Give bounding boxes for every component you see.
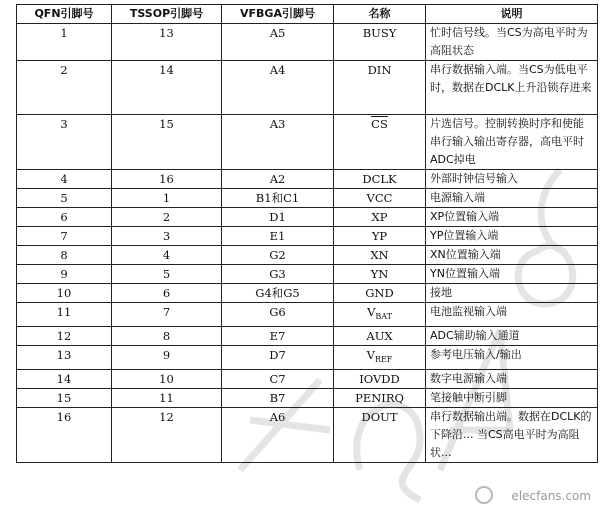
pin-name: [334, 115, 426, 170]
pin-description: YN位置输入端: [426, 265, 598, 284]
pin-vfbga: G3: [222, 265, 334, 284]
header-tssop: TSSOP引脚号: [112, 5, 222, 24]
pin-name: [334, 189, 426, 208]
pin-name: [334, 389, 426, 408]
table-row: [17, 115, 598, 170]
pin-name-text: XP: [371, 210, 388, 224]
pin-name: [334, 208, 426, 227]
pin-tssop: 8: [112, 327, 222, 346]
pin-vfbga: D1: [222, 208, 334, 227]
pin-tssop: 11: [112, 389, 222, 408]
pin-qfn: 4: [17, 170, 112, 189]
header-description: 说明: [426, 5, 598, 24]
pin-vfbga: D7: [222, 346, 334, 370]
pin-tssop: 12: [112, 408, 222, 463]
pin-name-text: YP: [371, 229, 388, 243]
pin-name-text: PENIRQ: [355, 391, 404, 405]
pin-qfn: 6: [17, 208, 112, 227]
pin-description: XP位置输入端: [426, 208, 598, 227]
table-row: [17, 61, 598, 115]
pin-name: [334, 370, 426, 389]
header-name: 名称: [334, 5, 426, 24]
pin-vfbga: G2: [222, 246, 334, 265]
table-row: [17, 170, 598, 189]
pin-description: 忙时信号线。当CS为高电平时为高阻状态: [426, 24, 598, 61]
pin-qfn: 15: [17, 389, 112, 408]
table-row: [17, 284, 598, 303]
pin-name-text: V: [366, 348, 375, 362]
pin-vfbga: B7: [222, 389, 334, 408]
pin-qfn: 1: [17, 24, 112, 61]
pin-name-subscript: BAT: [375, 312, 392, 321]
pin-description: YP位置输入端: [426, 227, 598, 246]
table-row: [17, 346, 598, 370]
pin-tssop: 14: [112, 61, 222, 115]
pin-qfn: 7: [17, 227, 112, 246]
table-body: [17, 24, 598, 463]
pin-vfbga: G6: [222, 303, 334, 327]
watermark-url: elecfans.com: [511, 489, 591, 503]
pin-name-text: VCC: [366, 191, 393, 205]
pin-tssop: 5: [112, 265, 222, 284]
pin-qfn: 2: [17, 61, 112, 115]
pin-description: 外部时钟信号输入: [426, 170, 598, 189]
table-row: [17, 303, 598, 327]
pin-tssop: 9: [112, 346, 222, 370]
pin-vfbga: A5: [222, 24, 334, 61]
pin-tssop: 15: [112, 115, 222, 170]
pin-qfn: 14: [17, 370, 112, 389]
table-row: [17, 24, 598, 61]
pin-name: [334, 284, 426, 303]
pin-name: [334, 170, 426, 189]
header-vfbga: VFBGA引脚号: [222, 5, 334, 24]
pin-name-text: YN: [370, 267, 389, 281]
pin-name: [334, 61, 426, 115]
pin-qfn: 16: [17, 408, 112, 463]
pin-description: 电池监视输入端: [426, 303, 598, 327]
pin-vfbga: G4和G5: [222, 284, 334, 303]
pin-vfbga: A2: [222, 170, 334, 189]
pin-name-text: DOUT: [361, 410, 398, 424]
pin-tssop: 3: [112, 227, 222, 246]
pin-name: [334, 227, 426, 246]
table-row: [17, 189, 598, 208]
pin-name: [334, 24, 426, 61]
pin-tssop: 2: [112, 208, 222, 227]
pin-description: 串行数据输出端。数据在DCLK的下降沿... 当CS高电平时为高阻状...: [426, 408, 598, 463]
pin-name-text: BUSY: [362, 26, 397, 40]
table-row: [17, 327, 598, 346]
pin-qfn: 11: [17, 303, 112, 327]
pin-description: 串行数据输入端。当CS为低电平时，数据在DCLK上升沿锁存进来: [426, 61, 598, 115]
pin-qfn: 8: [17, 246, 112, 265]
pin-tssop: 13: [112, 24, 222, 61]
pin-tssop: 6: [112, 284, 222, 303]
watermark-logo-icon: [475, 486, 493, 504]
table-row: [17, 408, 598, 463]
pin-name: [334, 265, 426, 284]
pin-tssop: 1: [112, 189, 222, 208]
pin-vfbga: B1和C1: [222, 189, 334, 208]
pin-vfbga: E1: [222, 227, 334, 246]
pin-name-text: DCLK: [362, 172, 397, 186]
pin-description: 接地: [426, 284, 598, 303]
pin-name-text: XN: [370, 248, 389, 262]
table-row: [17, 208, 598, 227]
pin-qfn: 13: [17, 346, 112, 370]
pin-description: ADC辅助输入通道: [426, 327, 598, 346]
pin-name: [334, 327, 426, 346]
table-row: [17, 265, 598, 284]
pin-vfbga: C7: [222, 370, 334, 389]
table-row: [17, 389, 598, 408]
pin-name-subscript: REF: [374, 355, 393, 364]
pin-vfbga: E7: [222, 327, 334, 346]
header-qfn: QFN引脚号: [17, 5, 112, 24]
pin-description: XN位置输入端: [426, 246, 598, 265]
pin-description: 数字电源输入端: [426, 370, 598, 389]
pin-qfn: 9: [17, 265, 112, 284]
pin-description: 电源输入端: [426, 189, 598, 208]
pin-name-text: $\overline{CS}$: [371, 117, 388, 131]
pin-tssop: 10: [112, 370, 222, 389]
pin-tssop: 4: [112, 246, 222, 265]
pin-tssop: 16: [112, 170, 222, 189]
table-row: [17, 227, 598, 246]
pin-name: [334, 408, 426, 463]
pin-table: [16, 4, 598, 463]
pin-name: [334, 346, 426, 370]
pin-description: 片选信号。控制转换时序和使能串行输入输出寄存器，高电平时ADC掉电: [426, 115, 598, 170]
pin-name-text: V: [367, 305, 376, 319]
pin-vfbga: A4: [222, 61, 334, 115]
pin-tssop: 7: [112, 303, 222, 327]
pin-name-text: GND: [365, 286, 394, 300]
pin-qfn: 12: [17, 327, 112, 346]
table-header-row: [17, 5, 598, 24]
pin-name: [334, 303, 426, 327]
pin-vfbga: A3: [222, 115, 334, 170]
pin-description: 参考电压输入/输出: [426, 346, 598, 370]
pin-name-text: DIN: [367, 63, 392, 77]
pin-qfn: 5: [17, 189, 112, 208]
table-row: [17, 370, 598, 389]
pin-qfn: 3: [17, 115, 112, 170]
table-row: [17, 246, 598, 265]
pin-name-text: IOVDD: [359, 372, 400, 386]
pin-vfbga: A6: [222, 408, 334, 463]
pin-qfn: 10: [17, 284, 112, 303]
pin-description: 笔接触中断引脚: [426, 389, 598, 408]
pin-name: [334, 246, 426, 265]
pin-name-text: AUX: [366, 329, 393, 343]
